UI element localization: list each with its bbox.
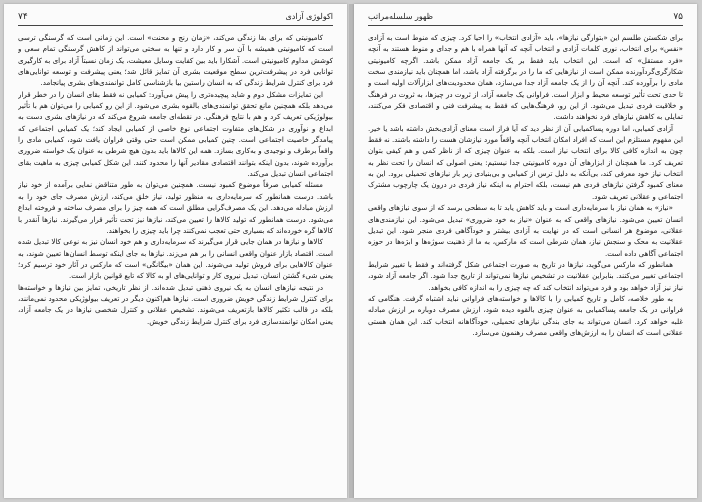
page-number: ۷۵ — [673, 12, 683, 22]
paragraph: در نتیجه نیازهای انسان به یک نیروی ذهنی تبدیل شده‌اند. از نظر تاریخی، تمایز بین نیازها و خواسته‌ها برای کنترل شرایط زندگی خویش ضروری است. نیازها هم‌اکنون دیگر در تعریف بیولوژیکی محدود نمی‌مانند، بلکه در قالب تکثیر کالاها بازتعریف می‌شوند. تشخیص عقلانی و کنترل شخصی نیازها در یک جامعه آزاد، یعنی امکان توانمندسازی فرد برای کنترل شرایط زندگی خویش. — [18, 282, 333, 326]
paragraph: به طور خلاصه، کامل و تاریخ کمیابی را با کالاها و خواسته‌های فراوانی نباید اشتباه گرفت. هنگامی که فراوانی در یک جامعه پساکمیابی به عنوان چیزی بالقوه دیده شود، ارزش مصرف دوباره بر ارزش مبادله غلبه خواهد کرد. انسان می‌تواند به جای بندگی نیازهای تحمیلی، خودآگاهانه انتخاب کند. این همان هستی عقلانی است که انسان را به ارزش‌های واقعی مصرف رهنمون می‌سازد. — [368, 293, 683, 337]
page-number: ۷۴ — [18, 12, 28, 22]
right-page-body — [368, 32, 683, 492]
paragraph: آزادی کمیابی، اما دوره پساکمیابی آن از نظر دید که آیا فراز است معنای آزادی‌بخش داشته باشد یا خیر. این مفهوم مستلزم این است که افراد امکان انتخاب آنچه واقعاً مورد نیازشان هست را داشته باشند. نه فقط چون به اندازه کافی کالا برای انتخاب نیاز است. بلکه به عنوان چیزی که از ناظر کمی و هم کیفی بتوان تعریف کرد. ما همچنان از ابزارهای آن دوره کامیونیتی جدا نیستیم: یعنی اصولی که انسان را تحت نظر به انتخاب نیاز خود معرفی کند، بی‌آنکه به دلیل ترس از کمیابی و بی‌بنیادی زیر بار نیازهای تحمیلی برود. این به معنای کمبود گرفتن نیازهای فردی هم نیست، بلکه احترام به اینکه نیاز فردی در درون یک چارچوب مشترک اجتماعی و عقلانی تعریف شود. — [368, 123, 683, 201]
right-page-header — [368, 12, 683, 24]
paragraph: کالاها و نیازها در همان جایی قرار می‌گیرند که سرمایه‌داری و هم خود انسان نیز به نوعی کالا تبدیل شده است. اقتصاد بازار عنوان واقعی انسانی را بر هم می‌زند. نیازها به جای اینکه توسط انسان‌ها تعیین شوند، به عنوان کالاهایی برای فروش تولید می‌شوند. این همان «بیگانگی» است که مارکس در آثار خود ترسیم کرد؛ یعنی شیء گشتن انسان، تبدیل نیروی کار و توانایی‌های او به کالا که تابع قوانین بازار است. — [18, 237, 333, 281]
header-rule — [18, 25, 333, 26]
paragraph: همانطور که مارکس می‌گوید، نیازها در تاریخ به صورت اجتماعی شکل گرفته‌اند و فقط با تغییر شرایط اجتماعی تغییر می‌کنند. بنابراین عقلانیت در تشخیص نیازها نمی‌تواند از تاریخ جدا شود. اگر جامعه آزاد شود، نیاز نیز آزاد خواهد بود و فرد می‌تواند انتخاب کند که چه چیزی را به اندازه کافی بخواهد. — [368, 259, 683, 292]
left-page — [4, 4, 347, 498]
left-page-header — [18, 12, 333, 24]
paragraph: برای شکستن طلسم این «بتوارگی نیازها»، باید «آزادی انتخاب» را احیا کرد. چیزی که منوط است به آزادی «نفس» برای انتخاب، نوری کلمات آزادی و انتخاب آنچه که آنها همراه با هم و جدای و منوط هستند به آنچه «فرد مستقل» که است. این انتخاب باید فقط بر یک جامعه آزاد ممکن باشد. اگرچه کامیونیتی شکارگری‌گردآورنده ممکن است از نیازهایی که ما را در برگرفته آزاد باشد، اما همچنان باید نیازمندی سخت مادی را برآورده کند. آنچه آن را از یک جامعه آزاد جدا می‌سازد، همان محدودیت‌های ابزارآلات اولیه است و تا حدی تحت تأثیر توسعه محیط و ابزار است. فراوانی یک جامعه آزاد، از ثروت در چیزها، به ثروت در فرهنگ و خلاقیت فردی تبدیل می‌شود. از این رو، فرهنگ‌هایی که فقط به پیشرفت فنی و اقتصادی فکر می‌کنند، تمایلی به کاهش نیازهای فرد نخواهند داشت. — [368, 33, 683, 122]
running-title: ظهور سلسله‌مراتب — [368, 12, 434, 21]
paragraph: «نیاز» به همان نیاز با سرمایه‌داری است و باید کاهش یابد تا به سطحی برسد که از سوی نیازهای واقعی انسان تعیین می‌شود. نیازهای واقعی که به عنوان «نیاز به خود ضروری» تبدیل می‌شود. این نیازمندی‌های عقلانی، موضوع هر انسانی است که در نهایت به آزادی بیشتر و خودآگاهی فردی منجر شود. این تبدیل عقلانیت به محک و سنجش نیاز، همان شرطی است که مارکس، به ما از ذهنیت سوژه‌ها و ابژه‌ها در حوزه اجتماعی آگاهی داده است. — [368, 203, 683, 258]
right-page — [354, 4, 697, 498]
left-page-body — [18, 32, 333, 492]
paragraph: مسئله کمیابی صرفاً موضوع کمبود نیست. همچنین می‌توان به طور متناقض نمایی برآمده از خود نیاز باشد. درست همانطور که سرمایه‌داری به منظور تولید، نیاز خلق می‌کند، ارزش مصرف جای خود را به ارزش مبادله می‌دهد. این یک مصرف‌گرایی مطلق است که همه چیز را برای مصرف ساخته و فروخته ابداع می‌شود. درست همانطور که تولید کالاها را تعیین می‌کند، نیازها نیز تحت تأثیر قرار می‌گیرند. نیازها آنقدر با کالاها گره خورده‌اند که بسیاری حتی تعجب نمی‌کنند چرا باید چیزی را بخواهند. — [18, 180, 333, 235]
paragraph: کامیونیتی که برای بقا زندگی می‌کند، «زمان رنج و محنت» است. این زمانی است که گرسنگی ترسی است که کامیونیتی همیشه با آن سر و کار دارد و تنها به سختی می‌تواند از کاهش گرسنگی تمام سعی و کوشش مداوم کامیونیتی است. آشکارا باید بین کفایت وسایل معیشت، یک زمان نسبتاً آزاد برای به کارگیری توانایی فرد در پیشرفت‌ترین سطح موقعیت بشری آن تمایز قائل شد؛ یعنی پیشرفت و توسعه توانایی‌های فرد برای کنترل شرایط زندگی که به انسان راستین بیا بازشناسی کامل توانمندی‌های بشری پیانجامد. — [18, 33, 333, 88]
header-rule — [368, 25, 683, 26]
paragraph: این تمایزات مشکل دوم و شاید پیچیده‌تری را پیش می‌آورد: کمیابی نه فقط بقای انسان را در خطر قرار می‌دهد بلکه همچنین مانع تحقق توانمندی‌های بالقوه بشری می‌شود. از این رو کمیابی را می‌توان هم با تأثیر بیولوژیکی تعریف کرد و هم با نتایج فرهنگی. در نقطه‌ای جامعه شروع می‌کند که در نیازهای بشری دست به ابداع و نوآوری در شکل‌های متفاوت اجتماعی نوع خاصی از کمیابی ایجاد کند؛ یک کمیابی اجتماعی که پیامدگر خاصیت اجتماعی است. چنین کمیابی ممکن است حتی وقتی فراوان یافت شود، کمیابی مادی را واقعاً برطرف و نوجیدی و به‌کاری بسازد. همه این کالاها باید بدون هیچ شرطی به عنوان یک خواسته ضروری برآورده شوند، بدون اینکه بتوانند اقتصادی مقادیر آنها را محدود کنند. این شکل کمیابی چیزی به ماهیت بقای اجتماعی انسان تبدیل می‌کند. — [18, 89, 333, 179]
running-title: اکولوژی آزادی — [285, 12, 333, 21]
